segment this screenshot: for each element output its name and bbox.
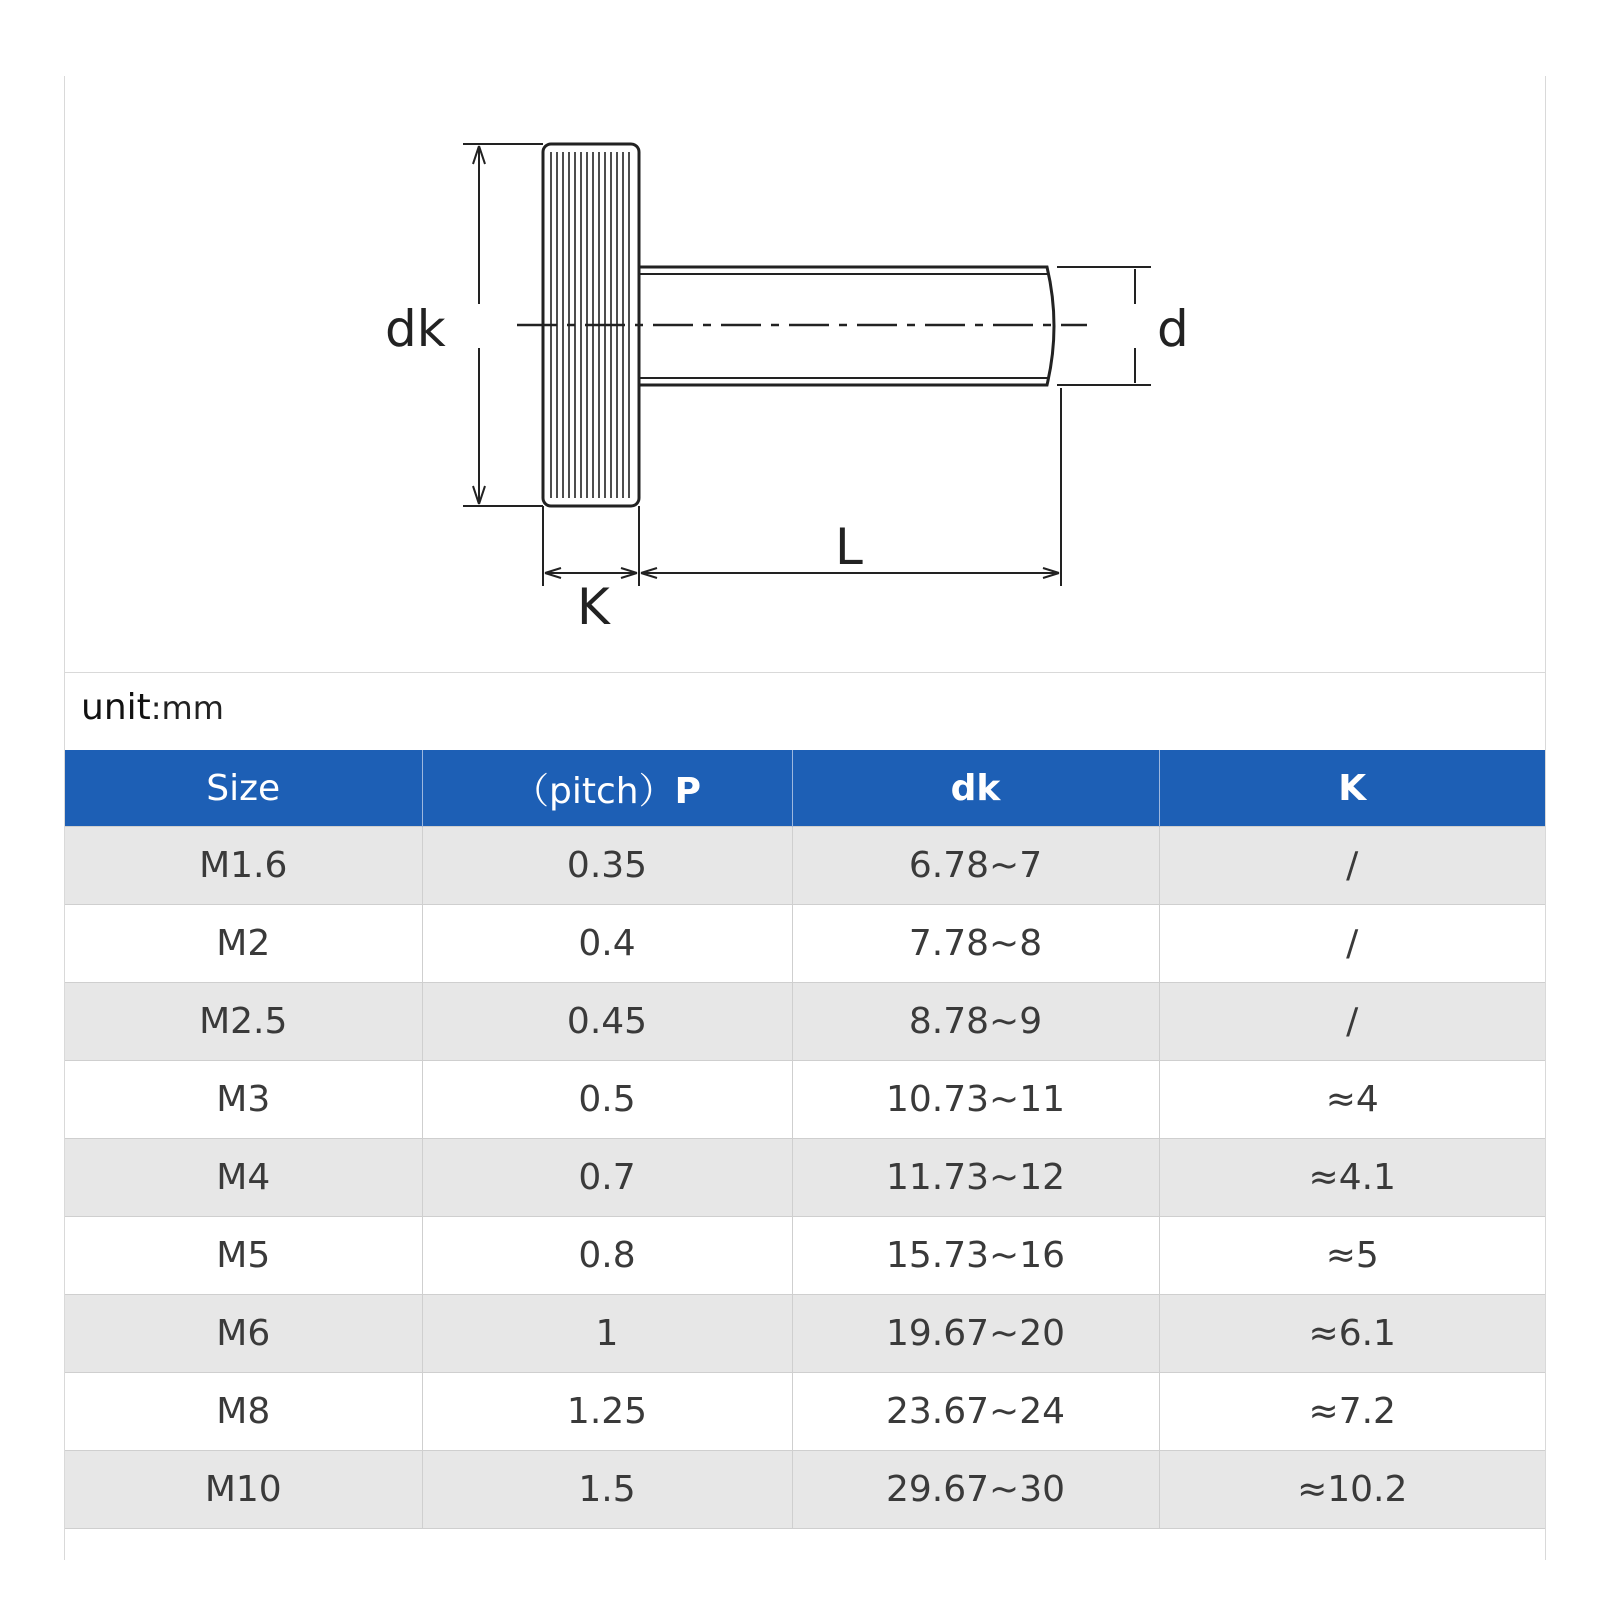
header-size: Size [65,750,422,827]
table-row [65,905,1545,983]
cell-k: / [1159,983,1545,1061]
cell-pitch: 0.7 [422,1139,792,1217]
cell-k: ≈6.1 [1159,1295,1545,1373]
cell-k: / [1159,905,1545,983]
cell-dk: 23.67~24 [792,1373,1159,1451]
cell-pitch: 0.5 [422,1061,792,1139]
unit-prefix: unit [81,687,151,728]
header-pitch-prefix: （pitch） [513,770,675,812]
table-row [65,1373,1545,1451]
header-dk-label: dk [950,767,1001,809]
cell-dk: 15.73~16 [792,1217,1159,1295]
cell-k: ≈7.2 [1159,1373,1545,1451]
header-pitch-symbol: P [674,770,701,812]
cell-k: ≈4.1 [1159,1139,1545,1217]
cell-dk: 19.67~20 [792,1295,1159,1373]
header-pitch [422,750,792,827]
cell-size: M6 [65,1295,422,1373]
table-row [65,1217,1545,1295]
cell-k: / [1159,827,1545,905]
cell-dk: 29.67~30 [792,1451,1159,1529]
dimension-lines [463,144,1151,586]
cell-pitch: 1 [422,1295,792,1373]
cell-dk: 10.73~11 [792,1061,1159,1139]
table-row [65,1139,1545,1217]
table-row [65,1451,1545,1529]
spec-table [65,750,1545,1529]
unit-suffix: :mm [150,689,224,727]
cell-dk: 8.78~9 [792,983,1159,1061]
table-row [65,1295,1545,1373]
L-dimension-label: L [835,518,863,576]
thumb-screw-diagram [65,76,1545,672]
screw-dimension-drawing [65,76,1545,672]
cell-pitch: 0.8 [422,1217,792,1295]
cell-dk: 6.78~7 [792,827,1159,905]
cell-size: M4 [65,1139,422,1217]
cell-k: ≈4 [1159,1061,1545,1139]
spec-sheet [64,76,1546,1560]
cell-pitch: 0.35 [422,827,792,905]
cell-size: M2.5 [65,983,422,1061]
header-k [1159,750,1545,827]
header-dk [792,750,1159,827]
header-k-label: K [1338,767,1367,809]
K-dimension-label: K [577,578,610,636]
table-row [65,1061,1545,1139]
cell-pitch: 0.4 [422,905,792,983]
table-row [65,983,1545,1061]
dk-dimension-label: dk [385,300,446,358]
d-dimension-label: d [1157,300,1189,358]
cell-size: M10 [65,1451,422,1529]
cell-size: M5 [65,1217,422,1295]
cell-size: M8 [65,1373,422,1451]
cell-dk: 7.78~8 [792,905,1159,983]
cell-dk: 11.73~12 [792,1139,1159,1217]
cell-pitch: 0.45 [422,983,792,1061]
table-row [65,827,1545,905]
cell-size: M1.6 [65,827,422,905]
cell-k: ≈5 [1159,1217,1545,1295]
cell-k: ≈10.2 [1159,1451,1545,1529]
cell-pitch: 1.5 [422,1451,792,1529]
cell-pitch: 1.25 [422,1373,792,1451]
cell-size: M3 [65,1061,422,1139]
section-divider [65,672,1545,673]
table-header-row [65,750,1545,827]
cell-size: M2 [65,905,422,983]
unit-label [81,687,224,728]
